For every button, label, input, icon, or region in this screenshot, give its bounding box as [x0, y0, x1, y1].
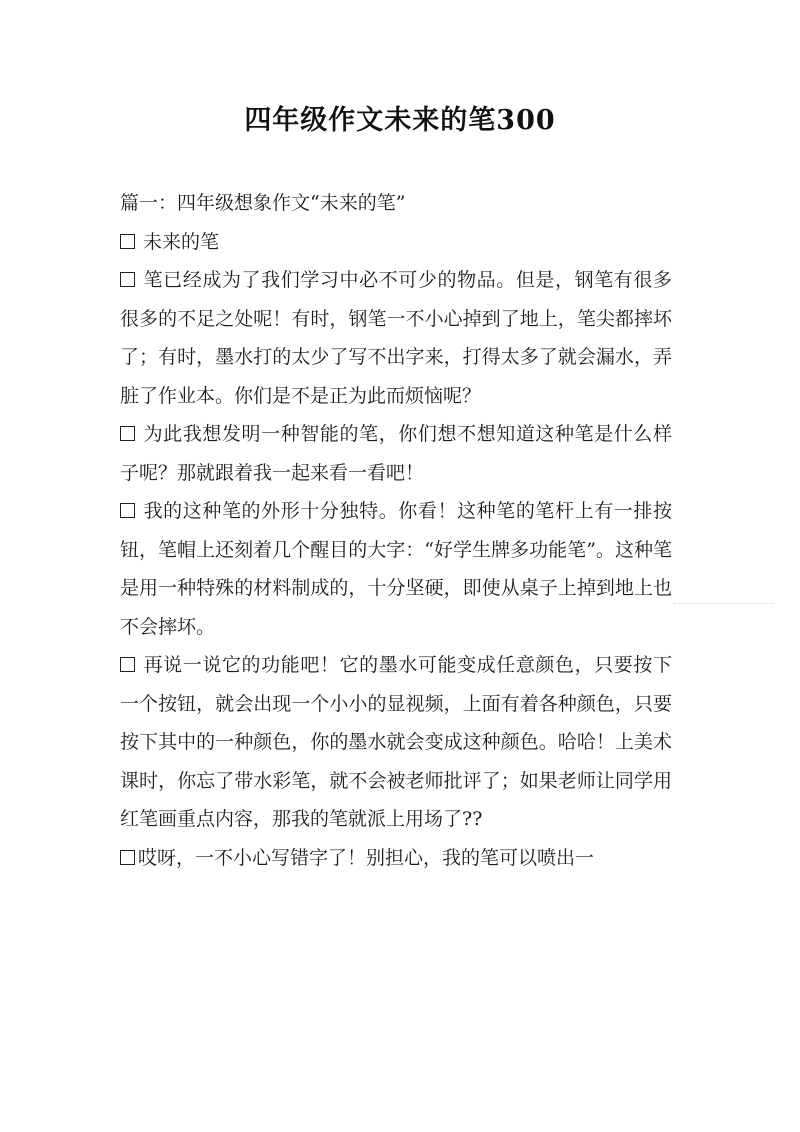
- paragraph-heading: [120, 184, 672, 223]
- paragraph-text: 再说一说它的功能吧！它的墨水可能变成任意颜色，只要按下一个按钮，就会出现一个小小的显视频，上面有着各种颜色，只要按下其中的一种颜色，你的墨水就会变成这种颜色。哈哈！上美术课时，你忘了带水彩笔，就不会被老师批评了；如果老师让同学用红笔画重点内容，那我的笔就派上用场了??: [120, 654, 672, 830]
- checkbox-square-icon: [120, 503, 135, 518]
- paragraph-text: 为此我想发明一种智能的笔，你们想不想知道这种笔是什么样子呢？那就跟着我一起来看一看吧！: [120, 423, 672, 484]
- paragraph: [120, 839, 672, 878]
- document-body: [120, 184, 672, 877]
- paragraph-text: 我的这种笔的外形十分独特。你看！这种笔的笔杆上有一排按钮，笔帽上还刻着几个醒目的大字：“好学生牌多功能笔”。这种笔是用一种特殊的材料制成的，十分坚硬，即使从桌子上掉到地上也不会摔坏。: [120, 500, 672, 638]
- checkbox-square-icon: [120, 657, 135, 672]
- paragraph: [120, 415, 672, 492]
- paragraph-text: 未来的笔: [143, 230, 220, 253]
- document-title: 四年级作文未来的笔300: [244, 105, 556, 136]
- paragraph: [120, 261, 672, 415]
- paragraph: [120, 646, 672, 839]
- paragraph-text: 哎呀，一不小心写错字了！别担心，我的笔可以喷出一: [138, 846, 595, 869]
- paragraph: [120, 223, 672, 262]
- checkbox-square-icon: [120, 272, 135, 287]
- checkbox-square-icon: [120, 426, 135, 441]
- checkbox-square-icon: [120, 850, 135, 865]
- paragraph-text: 笔已经成为了我们学习中必不可少的物品。但是，钢笔有很多很多的不足之处呢！有时，钢笔一不小心掉到了地上，笔尖都摔坏了；有时，墨水打的太少了写不出字来，打得太多了就会漏水，弄脏了作业本。你们是不是正为此而烦恼呢？: [120, 269, 672, 407]
- checkbox-square-icon: [120, 234, 135, 249]
- paragraph: [120, 492, 672, 646]
- margin-dotted-rule: [674, 603, 774, 604]
- paragraph-text: 篇一：四年级想象作文“未来的笔”: [120, 192, 406, 214]
